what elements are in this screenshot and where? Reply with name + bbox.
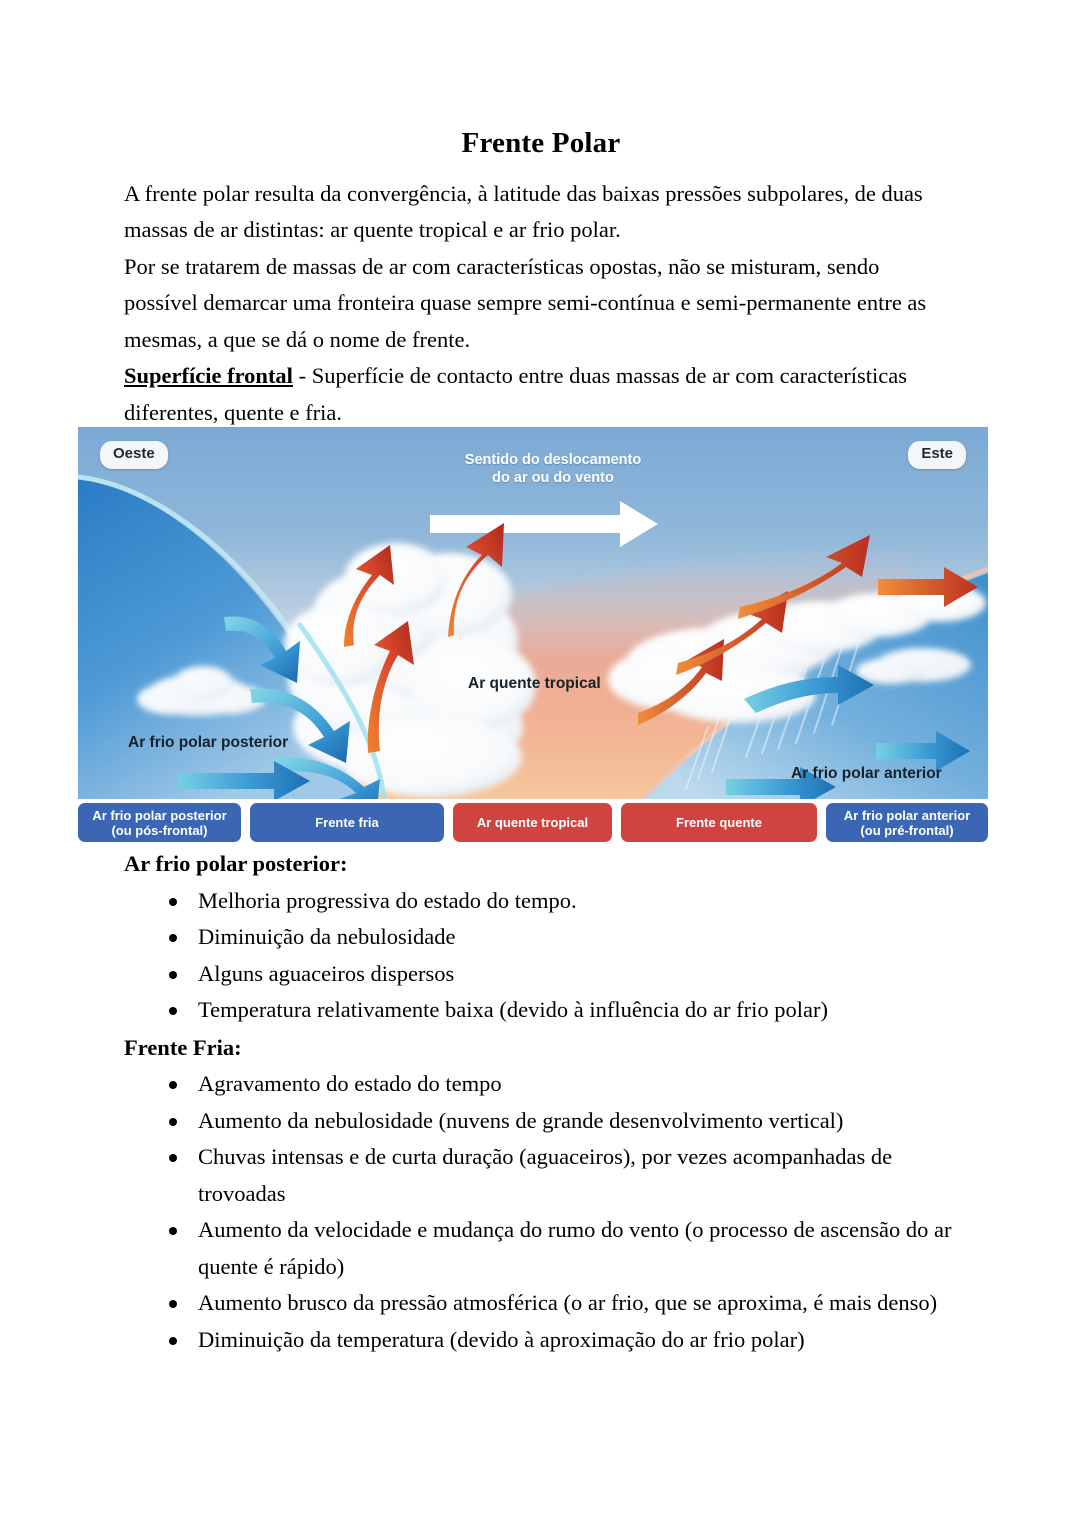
list-item-text: Chuvas intensas e de curta duração (aguaceiros), por vezes acompanhadas de trovoadas (198, 1144, 893, 1206)
legend-item-line-1: Ar frio polar posterior (92, 807, 227, 823)
list-item (169, 956, 964, 993)
legend-item-warm-tropical-air (453, 803, 612, 842)
list-item-text: Temperatura relativamente baixa (devido à influência do ar frio polar) (198, 997, 828, 1022)
label-west: Oeste (100, 441, 168, 469)
list-item (169, 992, 964, 1029)
polar-front-diagram (78, 427, 988, 842)
list-item-text: Aumento da nebulosidade (nuvens de grande desenvolvimento vertical) (198, 1107, 844, 1133)
definition-paragraph (124, 358, 958, 431)
diagram-scene (78, 427, 988, 799)
list-item (169, 1103, 964, 1140)
bullet-icon (169, 1118, 177, 1126)
list-item (169, 883, 964, 920)
label-warm-tropical-air: Ar quente tropical (468, 675, 601, 692)
legend-item-cold-front (250, 803, 444, 842)
section-heading-cold-front: Frente Fria: (124, 1034, 242, 1060)
section-heading-cold-air-posterior: Ar frio polar posterior: (124, 851, 348, 876)
list-item (169, 1139, 964, 1212)
list-item (169, 1285, 964, 1322)
list-item-text: Alguns aguaceiros dispersos (198, 960, 455, 986)
list-item-text: Diminuição da nebulosidade (198, 924, 456, 949)
legend-item-line-2: (ou pós-frontal) (111, 822, 208, 838)
list-item-text: Aumento brusco da pressão atmosférica (o ar frio, que se aproxima, é mais denso) (198, 1290, 938, 1315)
list-item (169, 919, 964, 956)
intro-text-block (124, 176, 958, 432)
list-item (169, 1322, 964, 1359)
intro-paragraph-2: Por se tratarem de massas de ar com características opostas, não se misturam, sendo possível demarcar uma fronteira quase sempre semi-contínua e semi-permanente entre as mesmas, a que se dá o nome de frente. (124, 253, 927, 352)
legend-item-line-1: Frente fria (315, 815, 379, 830)
bullet-list-cold-air-posterior (124, 883, 964, 1029)
legend-item-cold-air-posterior (78, 803, 241, 842)
diagram-legend (78, 803, 988, 842)
bullet-icon (169, 971, 177, 979)
intro-paragraph-1: A frente polar resulta da convergência, à latitude das baixas pressões subpolares, de duas massas de ar distintas: ar quente tropical e ar frio polar. (124, 180, 923, 243)
list-item-text: Agravamento do estado do tempo (198, 1071, 502, 1096)
notes-block (124, 846, 964, 1358)
legend-item-line-1: Ar quente tropical (476, 815, 589, 830)
label-cold-air-anterior: Ar frio polar anterior (791, 765, 942, 782)
legend-item-line-1: Ar frio polar anterior (843, 807, 971, 823)
bullet-icon (169, 934, 177, 942)
diagram-canvas (78, 427, 988, 842)
bullet-icon (169, 1007, 177, 1015)
bullet-icon (169, 1227, 177, 1235)
page-title: Frente Polar (461, 127, 621, 159)
bullet-list-cold-front (124, 1066, 964, 1358)
legend-item-line-1: Frente quente (676, 815, 762, 830)
list-item-text: Melhoria progressiva do estado do tempo. (198, 887, 577, 913)
wind-direction-caption-line-2: do ar ou do vento (492, 470, 614, 486)
legend-item-line-2: (ou pré-frontal) (860, 822, 954, 838)
label-east: Este (908, 441, 966, 469)
list-item (169, 1212, 964, 1285)
list-item (169, 1066, 964, 1103)
bullet-icon (169, 1081, 177, 1089)
bullet-icon (169, 898, 177, 906)
legend-item-warm-front (621, 803, 817, 842)
wind-direction-caption (428, 451, 678, 487)
definition-term: Superfície frontal (124, 363, 293, 389)
wind-direction-arrow (430, 501, 658, 547)
definition-text: Superfície de contacto entre duas massas de ar com características diferentes, quente e fria. (124, 363, 908, 425)
label-cold-air-posterior: Ar frio polar posterior (128, 734, 289, 751)
bullet-icon (169, 1300, 177, 1308)
legend-item-cold-air-anterior (826, 803, 988, 842)
wind-direction-caption-line-1: Sentido do deslocamento (464, 452, 642, 468)
bullet-icon (169, 1154, 177, 1162)
bullet-icon (169, 1337, 177, 1345)
list-item-text: Diminuição da temperatura (devido à aproximação do ar frio polar) (198, 1326, 805, 1352)
list-item-text: Aumento da velocidade e mudança do rumo do vento (o processo de ascensão do ar quente é rápido) (198, 1217, 952, 1279)
definition-separator: - (292, 363, 312, 389)
